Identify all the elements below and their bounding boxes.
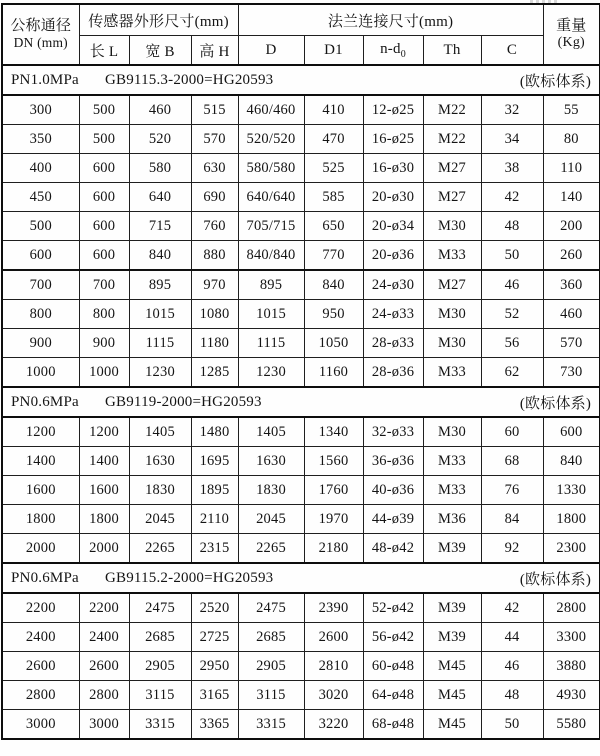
table-cell: 730: [543, 358, 600, 388]
table-cell: 46: [481, 652, 543, 681]
table-cell: 950: [304, 300, 363, 329]
table-cell: M27: [423, 270, 481, 300]
table-cell: 1600: [2, 476, 79, 505]
table-row: [2, 212, 600, 241]
table-cell: 3365: [191, 710, 238, 740]
table-cell: 44-ø39: [363, 505, 423, 534]
table-cell: 50: [481, 710, 543, 740]
weight-header-line1: 重量: [556, 18, 587, 35]
table-cell: 2600: [2, 652, 79, 681]
table-cell: 80: [543, 125, 600, 154]
table-cell: 1400: [2, 447, 79, 476]
table-row: [2, 447, 600, 476]
table-cell: 570: [543, 329, 600, 358]
table-cell: 1200: [79, 417, 129, 447]
table-cell: 2600: [79, 652, 129, 681]
table-cell: M33: [423, 241, 481, 271]
table-cell: 84: [481, 505, 543, 534]
table-cell: M30: [423, 300, 481, 329]
table-cell: 770: [304, 241, 363, 271]
table-cell: 640: [129, 183, 191, 212]
table-cell: 1630: [129, 447, 191, 476]
table-cell: 2400: [2, 623, 79, 652]
column-group-sensor-dimensions: 传感器外形尺寸(mm): [79, 4, 238, 36]
table-cell: 895: [129, 270, 191, 300]
table-cell: 600: [79, 212, 129, 241]
table-row: [2, 623, 600, 652]
table-cell: 900: [2, 329, 79, 358]
table-cell: 2045: [238, 505, 304, 534]
table-cell: 3315: [238, 710, 304, 740]
table-cell: 600: [79, 183, 129, 212]
table-cell: 4930: [543, 681, 600, 710]
table-cell: 24-ø33: [363, 300, 423, 329]
table-cell: 52-ø42: [363, 593, 423, 623]
table-cell: 580/580: [238, 154, 304, 183]
table-cell: 1630: [238, 447, 304, 476]
table-cell: 2180: [304, 534, 363, 564]
table-cell: 705/715: [238, 212, 304, 241]
table-cell: 840: [543, 447, 600, 476]
table-cell: 2520: [191, 593, 238, 623]
table-cell: 1230: [238, 358, 304, 388]
table-cell: M39: [423, 593, 481, 623]
table-cell: 3220: [304, 710, 363, 740]
table-cell: 20-ø34: [363, 212, 423, 241]
table-cell: 640/640: [238, 183, 304, 212]
nd0-subscript: 0: [400, 48, 406, 60]
table-row: [2, 241, 600, 271]
table-row: [2, 710, 600, 740]
column-header-c: C: [481, 36, 543, 66]
table-cell: 20-ø30: [363, 183, 423, 212]
section-header-row: [2, 387, 600, 417]
table-cell: M45: [423, 681, 481, 710]
table-cell: 1800: [543, 505, 600, 534]
table-cell: 2905: [238, 652, 304, 681]
nd0-main: n-d: [380, 40, 401, 57]
table-cell: 900: [79, 329, 129, 358]
table-cell: 300: [2, 95, 79, 125]
table-cell: 56: [481, 329, 543, 358]
table-cell: 450: [2, 183, 79, 212]
table-cell: 520: [129, 125, 191, 154]
table-cell: 520/520: [238, 125, 304, 154]
table-cell: 500: [2, 212, 79, 241]
table-cell: 1015: [238, 300, 304, 329]
table-cell: 32-ø33: [363, 417, 423, 447]
table-cell: 48: [481, 681, 543, 710]
section-standard-code: GB9115.3-2000=HG20593: [105, 71, 274, 88]
table-cell: 715: [129, 212, 191, 241]
table-cell: M27: [423, 183, 481, 212]
table-cell: 500: [79, 125, 129, 154]
table-cell: M22: [423, 125, 481, 154]
table-cell: 1405: [129, 417, 191, 447]
table-cell: 840/840: [238, 241, 304, 271]
table-row: [2, 300, 600, 329]
table-cell: 515: [191, 95, 238, 125]
column-header-weight: [543, 4, 600, 65]
table-cell: 2725: [191, 623, 238, 652]
table-row: [2, 183, 600, 212]
table-cell: 62: [481, 358, 543, 388]
column-header-height-h: 高 H: [191, 36, 238, 66]
table-cell: 2475: [238, 593, 304, 623]
column-header-th: Th: [423, 36, 481, 66]
table-row: [2, 95, 600, 125]
table-cell: 2800: [2, 681, 79, 710]
column-header-length-l: 长 L: [79, 36, 129, 66]
table-cell: 12-ø25: [363, 95, 423, 125]
table-cell: 600: [543, 417, 600, 447]
table-row: [2, 534, 600, 564]
table-cell: 24-ø30: [363, 270, 423, 300]
table-cell: 600: [2, 241, 79, 271]
table-cell: 2950: [191, 652, 238, 681]
table-row: [2, 270, 600, 300]
table-cell: 700: [2, 270, 79, 300]
table-cell: 360: [543, 270, 600, 300]
table-row: [2, 652, 600, 681]
table-cell: 1600: [79, 476, 129, 505]
table-cell: 1080: [191, 300, 238, 329]
column-header-n-d0: [363, 36, 423, 66]
table-cell: 1760: [304, 476, 363, 505]
column-group-flange-dimensions: 法兰连接尺寸(mm): [238, 4, 543, 36]
table-cell: 28-ø33: [363, 329, 423, 358]
table-cell: 1200: [2, 417, 79, 447]
table-cell: 50: [481, 241, 543, 271]
table-cell: 2200: [2, 593, 79, 623]
dn-header-line1: 公称通径: [10, 18, 72, 35]
table-cell: 56-ø42: [363, 623, 423, 652]
table-cell: 36-ø36: [363, 447, 423, 476]
table-cell: M33: [423, 476, 481, 505]
table-row: [2, 358, 600, 388]
table-cell: 1400: [79, 447, 129, 476]
table-cell: 470: [304, 125, 363, 154]
table-cell: 2390: [304, 593, 363, 623]
table-cell: 1480: [191, 417, 238, 447]
table-cell: 2265: [129, 534, 191, 564]
table-cell: M36: [423, 505, 481, 534]
table-cell: 690: [191, 183, 238, 212]
table-cell: M27: [423, 154, 481, 183]
section-standard-code: GB9119-2000=HG20593: [105, 393, 262, 410]
table-cell: 400: [2, 154, 79, 183]
table-cell: M33: [423, 447, 481, 476]
table-cell: 2905: [129, 652, 191, 681]
table-cell: M30: [423, 329, 481, 358]
table-cell: 2000: [2, 534, 79, 564]
table-cell: 2810: [304, 652, 363, 681]
table-cell: 3165: [191, 681, 238, 710]
table-cell: 34: [481, 125, 543, 154]
table-cell: 700: [79, 270, 129, 300]
table-cell: 1160: [304, 358, 363, 388]
table-cell: M33: [423, 358, 481, 388]
table-cell: 5580: [543, 710, 600, 740]
table-cell: 650: [304, 212, 363, 241]
column-header-dn: [2, 4, 79, 65]
table-cell: 2300: [543, 534, 600, 564]
section-header-row: [2, 65, 600, 95]
table-cell: 48-ø42: [363, 534, 423, 564]
table-cell: 460: [129, 95, 191, 125]
table-cell: 140: [543, 183, 600, 212]
section-standard-code: GB9115.2-2000=HG20593: [105, 569, 274, 586]
table-cell: 46: [481, 270, 543, 300]
table-cell: M45: [423, 710, 481, 740]
table-cell: 525: [304, 154, 363, 183]
spec-table: [1, 3, 600, 740]
table-cell: 970: [191, 270, 238, 300]
table-cell: 2475: [129, 593, 191, 623]
table-cell: 3020: [304, 681, 363, 710]
table-cell: 32: [481, 95, 543, 125]
table-cell: 3115: [238, 681, 304, 710]
table-cell: 410: [304, 95, 363, 125]
table-cell: 500: [79, 95, 129, 125]
table-cell: 48: [481, 212, 543, 241]
table-cell: 2800: [79, 681, 129, 710]
table-cell: 200: [543, 212, 600, 241]
table-cell: 2045: [129, 505, 191, 534]
table-cell: 460/460: [238, 95, 304, 125]
section-note: (欧标体系): [519, 395, 592, 412]
table-row: [2, 417, 600, 447]
table-cell: 68: [481, 447, 543, 476]
table-cell: 16-ø25: [363, 125, 423, 154]
table-cell: 42: [481, 183, 543, 212]
table-cell: 1285: [191, 358, 238, 388]
table-cell: 1340: [304, 417, 363, 447]
table-cell: 40-ø36: [363, 476, 423, 505]
section-note: (欧标体系): [519, 571, 592, 588]
table-cell: M30: [423, 212, 481, 241]
table-cell: 840: [129, 241, 191, 271]
table-cell: 1330: [543, 476, 600, 505]
column-header-width-b: 宽 B: [129, 36, 191, 66]
table-cell: 76: [481, 476, 543, 505]
table-cell: 20-ø36: [363, 241, 423, 271]
table-cell: 52: [481, 300, 543, 329]
table-cell: 1800: [79, 505, 129, 534]
table-cell: 600: [79, 241, 129, 271]
table-cell: 1115: [129, 329, 191, 358]
table-cell: 3000: [79, 710, 129, 740]
table-cell: 880: [191, 241, 238, 271]
table-row: [2, 593, 600, 623]
weight-header-line2: (Kg): [557, 35, 585, 51]
section-note: (欧标体系): [519, 73, 592, 90]
table-cell: 1800: [2, 505, 79, 534]
table-cell: 1830: [129, 476, 191, 505]
table-cell: 2685: [129, 623, 191, 652]
table-cell: 800: [2, 300, 79, 329]
table-cell: 92: [481, 534, 543, 564]
table-cell: 1560: [304, 447, 363, 476]
table-cell: M22: [423, 95, 481, 125]
table-cell: 1180: [191, 329, 238, 358]
section-header-row: [2, 563, 600, 593]
table-cell: 1050: [304, 329, 363, 358]
table-cell: 570: [191, 125, 238, 154]
section-pressure-rating: PN1.0MPa: [11, 71, 79, 88]
table-cell: 55: [543, 95, 600, 125]
table-cell: 2265: [238, 534, 304, 564]
table-cell: 2110: [191, 505, 238, 534]
table-cell: 630: [191, 154, 238, 183]
section-pressure-rating: PN0.6MPa: [11, 569, 79, 586]
table-cell: 2200: [79, 593, 129, 623]
table-cell: 840: [304, 270, 363, 300]
table-cell: 1230: [129, 358, 191, 388]
table-cell: 260: [543, 241, 600, 271]
table-cell: 16-ø30: [363, 154, 423, 183]
table-cell: M39: [423, 534, 481, 564]
dn-header-line2: DN (mm): [13, 35, 68, 51]
table-cell: 2685: [238, 623, 304, 652]
table-cell: 110: [543, 154, 600, 183]
table-cell: 1695: [191, 447, 238, 476]
table-cell: 2000: [79, 534, 129, 564]
table-cell: 60: [481, 417, 543, 447]
column-header-d: D: [238, 36, 304, 66]
table-cell: 68-ø48: [363, 710, 423, 740]
table-cell: 1015: [129, 300, 191, 329]
table-cell: 1115: [238, 329, 304, 358]
table-cell: 3315: [129, 710, 191, 740]
table-cell: M45: [423, 652, 481, 681]
column-header-d1: D1: [304, 36, 363, 66]
table-cell: 2315: [191, 534, 238, 564]
table-cell: 1895: [191, 476, 238, 505]
table-row: [2, 476, 600, 505]
table-cell: 760: [191, 212, 238, 241]
table-cell: 2400: [79, 623, 129, 652]
table-cell: 28-ø36: [363, 358, 423, 388]
table-body: [2, 65, 600, 739]
table-cell: 3300: [543, 623, 600, 652]
table-cell: 350: [2, 125, 79, 154]
table-cell: 800: [79, 300, 129, 329]
table-cell: 585: [304, 183, 363, 212]
table-cell: 1000: [79, 358, 129, 388]
table-cell: M30: [423, 417, 481, 447]
table-cell: 64-ø48: [363, 681, 423, 710]
table-cell: 3115: [129, 681, 191, 710]
table-cell: 1405: [238, 417, 304, 447]
table-cell: 2800: [543, 593, 600, 623]
table-cell: 460: [543, 300, 600, 329]
table-row: [2, 329, 600, 358]
table-cell: 44: [481, 623, 543, 652]
table-cell: 3000: [2, 710, 79, 740]
table-cell: 1000: [2, 358, 79, 388]
table-row: [2, 125, 600, 154]
table-row: [2, 154, 600, 183]
table-cell: 895: [238, 270, 304, 300]
table-cell: 60-ø48: [363, 652, 423, 681]
table-cell: 600: [79, 154, 129, 183]
table-cell: 3880: [543, 652, 600, 681]
table-cell: 1830: [238, 476, 304, 505]
table-row: [2, 505, 600, 534]
table-cell: 2600: [304, 623, 363, 652]
table-cell: 1970: [304, 505, 363, 534]
scan-artifact: [530, 0, 560, 3]
table-cell: 580: [129, 154, 191, 183]
table-cell: M39: [423, 623, 481, 652]
table-row: [2, 681, 600, 710]
table-cell: 38: [481, 154, 543, 183]
section-pressure-rating: PN0.6MPa: [11, 393, 79, 410]
table-cell: 42: [481, 593, 543, 623]
